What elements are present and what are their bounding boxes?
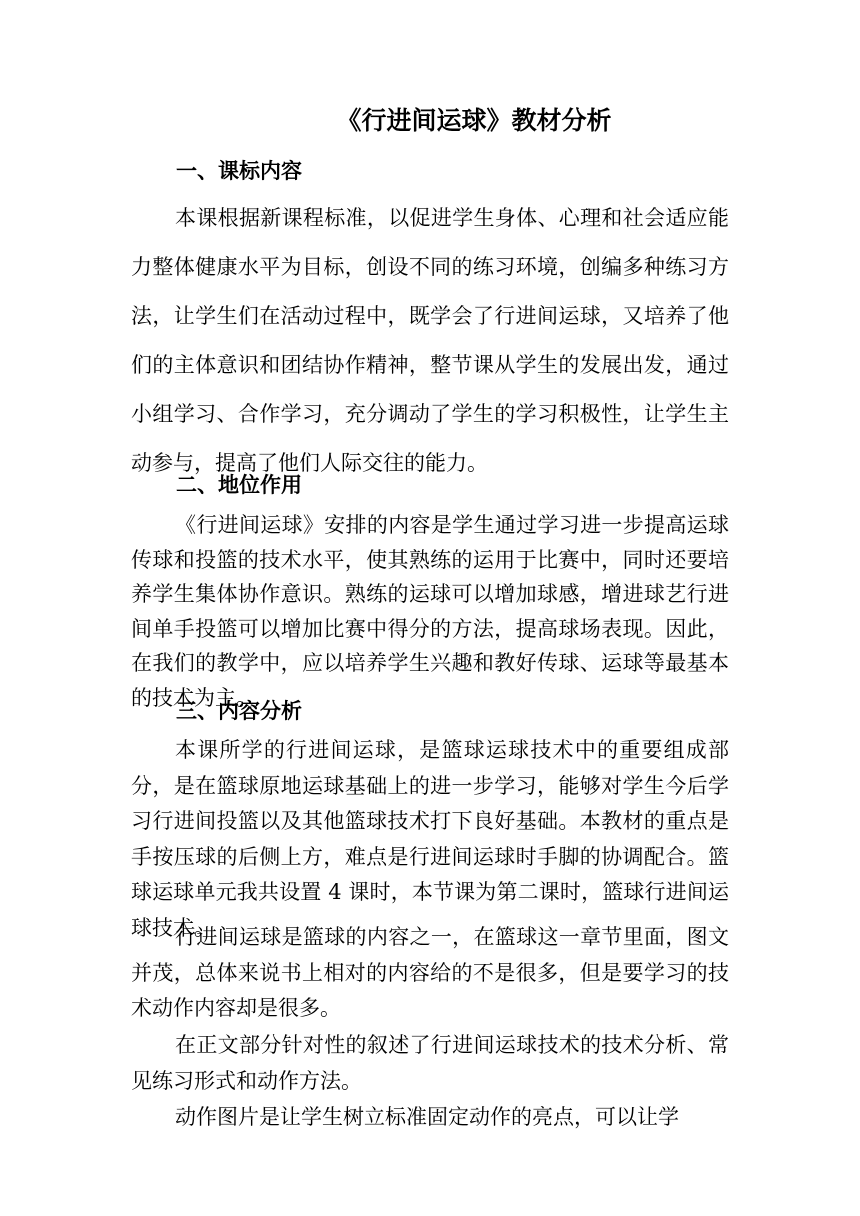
paragraph: 本课根据新课程标准，以促进学生身体、心理和社会适应能力整体健康水平为目标，创设不同的练习环境，创编多种练习方法，让学生们在活动过程中，既学会了行进间运球，又培养了他们的主体意识和团结协作精神，整节课从学生的发展出发，通过小组学习、合作学习，充分调动了学生的学习积极性，让学生主动参与，提高了他们人际交往的能力。 bbox=[131, 206, 729, 475]
section-heading-role: 二、地位作用 bbox=[176, 473, 302, 497]
paragraph: 在正文部分针对性的叙述了行进间运球技术的技术分析、常见练习形式和动作方法。 bbox=[131, 1033, 729, 1093]
paragraph: 《行进间运球》安排的内容是学生通过学习进一步提高运球传球和投篮的技术水平，使其熟练的运用于比赛中，同时还要培养学生集体协作意识。熟练的运球可以增加球感，增进球艺行进间单手投篮可以增加比赛中得分的方法，提高球场表现。因此，在我们的教学中，应以培养学生兴趣和教好传球、运球等最基本的技术为主。 bbox=[131, 513, 729, 710]
paragraph: 本课所学的行进间运球，是篮球运球技术中的重要组成部分，是在篮球原地运球基础上的进一步学习，能够对学生今后学习行进间投篮以及其他篮球技术打下良好基础。本教材的重点是手按压球的后侧上方，难点是行进间运球时手脚的协调配合。篮球运球单元我共设置 4 课时，本节课为第二课时，篮球行进间运球技术。 bbox=[131, 738, 729, 940]
paragraph: 行进间运球是篮球的内容之一，在篮球这一章节里面，图文并茂，总体来说书上相对的内容给的不是很多，但是要学习的技术动作内容却是很多。 bbox=[131, 925, 729, 1020]
section-heading-curriculum: 一、课标内容 bbox=[176, 159, 302, 183]
paragraph: 动作图片是让学生树立标准固定动作的亮点，可以让学 bbox=[175, 1105, 679, 1129]
section-heading-analysis: 三、内容分析 bbox=[176, 699, 302, 723]
document-title: 《行进间运球》教材分析 bbox=[336, 106, 612, 135]
